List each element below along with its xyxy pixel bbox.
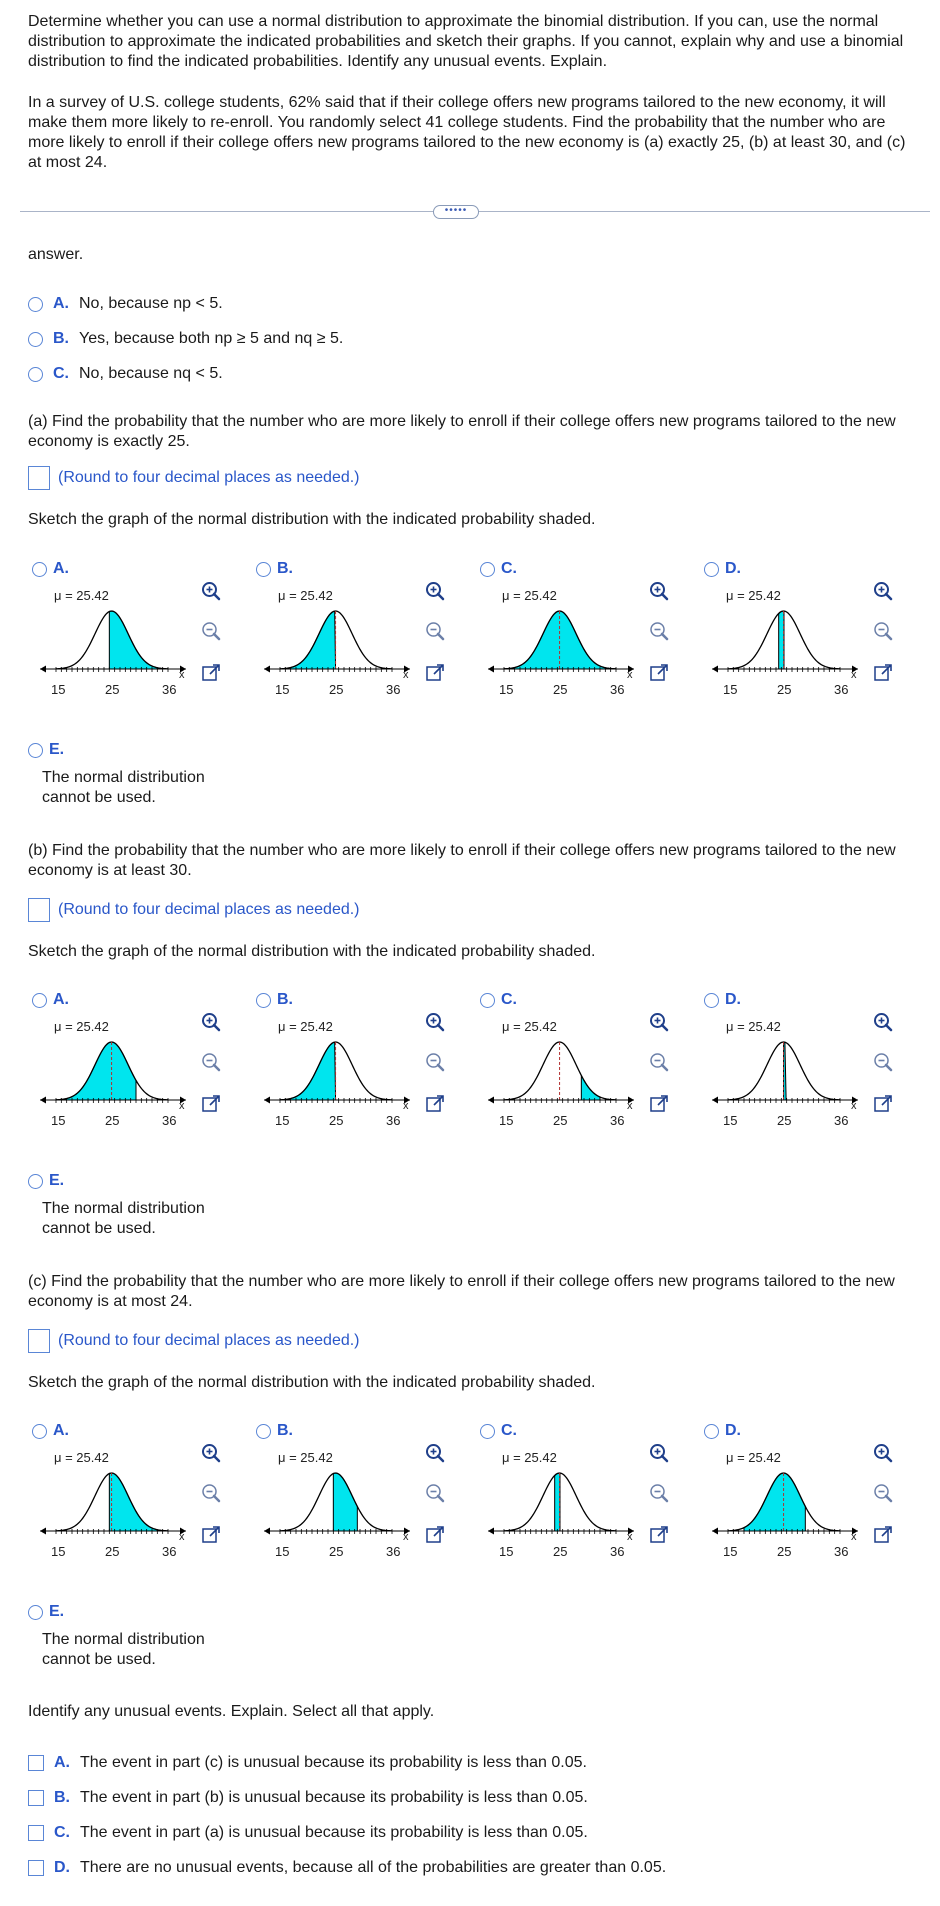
shaded-area <box>581 1075 600 1100</box>
zoom-in-icon[interactable] <box>648 1011 670 1033</box>
tick-label: 25 <box>553 682 568 697</box>
zoom-in-icon[interactable] <box>200 1011 222 1033</box>
mu-label: μ = 25.42 <box>726 1450 781 1465</box>
problem-statement: In a survey of U.S. college students, 62% said that if their college offers new programs tailored to the new economy, it will make them more likely to re-enroll. You randomly select 41 college students. Find the probability that the number who are more likely to enroll if their college offers new programs tailored to the new economy is (a) exactly 25, (b) at least 30, and (c) at most 24. <box>28 94 906 171</box>
normal-curve-graph <box>252 1029 422 1114</box>
mu-label: μ = 25.42 <box>502 1019 557 1034</box>
part-c-graph-option-c[interactable] <box>476 1422 701 1572</box>
tick-label: 25 <box>105 682 120 697</box>
normal-curve-graph <box>28 1029 198 1114</box>
tick-label: 15 <box>499 1544 514 1559</box>
tick-label: 25 <box>777 1544 792 1559</box>
tick-label: 36 <box>162 682 177 697</box>
part-b-answer-input[interactable] <box>28 898 50 922</box>
part-a-graph-option-c[interactable] <box>476 560 701 710</box>
radio-icon[interactable] <box>28 332 43 347</box>
zoom-out-icon[interactable] <box>648 620 670 642</box>
tick-label: 36 <box>834 1113 849 1128</box>
part-a-question: (a) Find the probability that the number who are more likely to enroll if their college offers new programs tailored to the new economy is exactly 25. <box>28 413 896 450</box>
radio-icon[interactable] <box>704 993 719 1008</box>
option-letter: B. <box>277 991 293 1008</box>
part-b-graph-option-d[interactable] <box>700 991 925 1141</box>
part-c-sketch-prompt: Sketch the graph of the normal distribution with the indicated probability shaded. <box>28 1374 596 1391</box>
normal-curve <box>280 611 392 669</box>
zoom-in-icon[interactable] <box>648 1442 670 1464</box>
checkbox-icon[interactable] <box>28 1825 44 1841</box>
normal-curve-graph <box>28 1460 198 1545</box>
shaded-area <box>109 1473 157 1531</box>
shaded-area <box>779 611 784 669</box>
part-a-answer-input[interactable] <box>28 466 50 490</box>
tick-label: 25 <box>777 682 792 697</box>
shaded-area <box>109 611 157 669</box>
tick-label: x <box>627 1531 633 1543</box>
answer-label: answer. <box>28 246 84 263</box>
normal-curve <box>504 1042 616 1100</box>
normal-choice-b[interactable]: B. Yes, because both np ≥ 5 and nq ≥ 5. <box>28 328 343 350</box>
normal-curve <box>280 1042 392 1100</box>
mu-label: μ = 25.42 <box>278 588 333 603</box>
tick-label: 15 <box>275 1113 290 1128</box>
zoom-in-icon[interactable] <box>872 580 894 602</box>
normal-curve-graph <box>476 1029 646 1114</box>
zoom-in-icon[interactable] <box>200 580 222 602</box>
shaded-area <box>56 1042 136 1100</box>
part-c-option-e[interactable]: E. The normal distribution cannot be used. <box>28 1602 248 1670</box>
zoom-in-icon[interactable] <box>424 580 446 602</box>
tick-label: 36 <box>162 1544 177 1559</box>
tick-label: x <box>179 669 185 681</box>
part-a-graph-option-a[interactable] <box>28 560 253 710</box>
zoom-out-icon[interactable] <box>872 620 894 642</box>
normal-curve-graph <box>252 1460 422 1545</box>
mu-label: μ = 25.42 <box>726 588 781 603</box>
more-button[interactable]: ••••• <box>433 205 479 219</box>
part-a-sketch-prompt: Sketch the graph of the normal distribution with the indicated probability shaded. <box>28 511 596 528</box>
radio-icon[interactable] <box>704 562 719 577</box>
tick-label: 36 <box>386 682 401 697</box>
tick-label: x <box>403 669 409 681</box>
popout-icon[interactable] <box>424 662 446 684</box>
tick-label: 15 <box>723 682 738 697</box>
unusual-option-d[interactable]: D. There are no unusual events, because all of the probabilities are greater than 0.05. <box>28 1857 666 1879</box>
popout-icon[interactable] <box>200 662 222 684</box>
tick-label: x <box>851 669 857 681</box>
checkbox-icon[interactable] <box>28 1755 44 1771</box>
option-letter: C. <box>501 1422 517 1439</box>
mu-label: μ = 25.42 <box>54 588 109 603</box>
axis-arrow-left-icon <box>40 666 46 673</box>
axis-arrow-left-icon <box>264 1528 270 1535</box>
zoom-in-icon[interactable] <box>872 1011 894 1033</box>
zoom-in-icon[interactable] <box>424 1442 446 1464</box>
tick-label: 25 <box>553 1113 568 1128</box>
normal-curve-graph <box>476 598 646 683</box>
tick-label: 25 <box>553 1544 568 1559</box>
radio-icon[interactable] <box>28 297 43 312</box>
part-c-answer-input[interactable] <box>28 1329 50 1353</box>
normal-choice-c[interactable]: C. No, because nq < 5. <box>28 363 223 385</box>
part-a-graph-option-d[interactable] <box>700 560 925 710</box>
normal-curve-graph <box>700 1460 870 1545</box>
axis-arrow-left-icon <box>264 666 270 673</box>
normal-curve-graph <box>700 598 870 683</box>
normal-curve-graph <box>476 1460 646 1545</box>
normal-choice-a[interactable]: A. No, because np < 5. <box>28 293 223 315</box>
tick-label: 25 <box>105 1544 120 1559</box>
axis-arrow-left-icon <box>712 1528 718 1535</box>
tick-label: 15 <box>499 682 514 697</box>
option-letter: A. <box>53 560 69 577</box>
axis-arrow-left-icon <box>488 1097 494 1104</box>
zoom-out-icon[interactable] <box>648 1482 670 1504</box>
radio-icon[interactable] <box>28 367 43 382</box>
radio-icon[interactable] <box>480 993 495 1008</box>
zoom-out-icon[interactable] <box>424 1482 446 1504</box>
option-letter: B. <box>277 560 293 577</box>
tick-label: 15 <box>51 1113 66 1128</box>
option-letter: C. <box>501 991 517 1008</box>
popout-icon[interactable] <box>200 1524 222 1546</box>
part-b-sketch-prompt: Sketch the graph of the normal distribution with the indicated probability shaded. <box>28 943 596 960</box>
radio-icon[interactable] <box>28 743 43 758</box>
unusual-prompt: Identify any unusual events. Explain. Select all that apply. <box>28 1703 435 1720</box>
part-a-option-e[interactable]: E. The normal distribution cannot be used. <box>28 740 248 808</box>
tick-label: x <box>179 1531 185 1543</box>
part-c-question: (c) Find the probability that the number who are more likely to enroll if their college offers new programs tailored to the new economy is at most 24. <box>28 1273 895 1310</box>
zoom-out-icon[interactable] <box>424 1051 446 1073</box>
radio-icon[interactable] <box>256 1424 271 1439</box>
tick-label: x <box>851 1100 857 1112</box>
tick-label: 25 <box>329 1544 344 1559</box>
popout-icon[interactable] <box>200 1093 222 1115</box>
tick-label: x <box>179 1100 185 1112</box>
radio-icon[interactable] <box>480 562 495 577</box>
popout-icon[interactable] <box>872 662 894 684</box>
instructions: Determine whether you can use a normal distribution to approximate the binomial distribution. If you can, use the normal distribution to approximate the indicated probabilities and sketch their graphs. If you cannot, explain why and use a binomial distribution to find the indicated probabilities. Identify any unusual events. Explain. <box>28 13 904 70</box>
axis-arrow-left-icon <box>488 1528 494 1535</box>
mu-label: μ = 25.42 <box>278 1450 333 1465</box>
popout-icon[interactable] <box>872 1093 894 1115</box>
zoom-out-icon[interactable] <box>200 1482 222 1504</box>
part-b-hint: (Round to four decimal places as needed.) <box>58 901 360 918</box>
tick-label: 15 <box>723 1113 738 1128</box>
mu-label: μ = 25.42 <box>502 588 557 603</box>
axis-arrow-left-icon <box>712 1097 718 1104</box>
tick-label: 15 <box>51 682 66 697</box>
unusual-option-a[interactable]: A. The event in part (c) is unusual because its probability is less than 0.05. <box>28 1752 587 1774</box>
zoom-in-icon[interactable] <box>648 580 670 602</box>
tick-label: 15 <box>275 682 290 697</box>
zoom-out-icon[interactable] <box>872 1482 894 1504</box>
shaded-area <box>555 1473 560 1531</box>
tick-label: 15 <box>499 1113 514 1128</box>
tick-label: 15 <box>275 1544 290 1559</box>
axis-arrow-left-icon <box>40 1097 46 1104</box>
mu-label: μ = 25.42 <box>278 1019 333 1034</box>
part-b-graph-option-c[interactable] <box>476 991 701 1141</box>
shaded-area <box>784 1042 787 1100</box>
part-b-question: (b) Find the probability that the number who are more likely to enroll if their college offers new programs tailored to the new economy is at least 30. <box>28 842 896 879</box>
part-c-graph-option-a[interactable] <box>28 1422 253 1572</box>
part-a-graph-option-b[interactable] <box>252 560 477 710</box>
radio-icon[interactable] <box>32 993 47 1008</box>
zoom-out-icon[interactable] <box>200 620 222 642</box>
tick-label: 36 <box>162 1113 177 1128</box>
normal-curve-graph <box>252 598 422 683</box>
option-letter: C. <box>501 560 517 577</box>
zoom-out-icon[interactable] <box>200 1051 222 1073</box>
zoom-in-icon[interactable] <box>200 1442 222 1464</box>
zoom-out-icon[interactable] <box>872 1051 894 1073</box>
tick-label: 36 <box>610 682 625 697</box>
unusual-option-b[interactable]: B. The event in part (b) is unusual because its probability is less than 0.05. <box>28 1787 588 1809</box>
part-b-graph-option-b[interactable] <box>252 991 477 1141</box>
tick-label: 15 <box>51 1544 66 1559</box>
tick-label: x <box>403 1100 409 1112</box>
radio-icon[interactable] <box>28 1605 43 1620</box>
part-c-graph-option-b[interactable] <box>252 1422 477 1572</box>
radio-icon[interactable] <box>704 1424 719 1439</box>
shaded-area <box>280 1042 336 1100</box>
radio-icon[interactable] <box>480 1424 495 1439</box>
part-c-graph-option-d[interactable] <box>700 1422 925 1572</box>
radio-icon[interactable] <box>256 993 271 1008</box>
axis-arrow-left-icon <box>488 666 494 673</box>
part-c-hint: (Round to four decimal places as needed.) <box>58 1332 360 1349</box>
option-letter: B. <box>277 1422 293 1439</box>
popout-icon[interactable] <box>648 1524 670 1546</box>
option-letter: D. <box>725 991 741 1008</box>
part-a-hint: (Round to four decimal places as needed.) <box>58 469 360 486</box>
tick-label: x <box>627 1100 633 1112</box>
checkbox-icon[interactable] <box>28 1790 44 1806</box>
popout-icon[interactable] <box>424 1524 446 1546</box>
radio-icon[interactable] <box>256 562 271 577</box>
option-letter: D. <box>725 560 741 577</box>
radio-icon[interactable] <box>32 1424 47 1439</box>
axis-arrow-left-icon <box>40 1528 46 1535</box>
zoom-in-icon[interactable] <box>424 1011 446 1033</box>
checkbox-icon[interactable] <box>28 1860 44 1876</box>
mu-label: μ = 25.42 <box>54 1019 109 1034</box>
option-letter: A. <box>53 991 69 1008</box>
popout-icon[interactable] <box>872 1524 894 1546</box>
tick-label: x <box>851 1531 857 1543</box>
radio-icon[interactable] <box>28 1174 43 1189</box>
shaded-area <box>504 611 616 669</box>
zoom-out-icon[interactable] <box>648 1051 670 1073</box>
radio-icon[interactable] <box>32 562 47 577</box>
axis-arrow-left-icon <box>264 1097 270 1104</box>
tick-label: 36 <box>834 1544 849 1559</box>
unusual-option-c[interactable]: C. The event in part (a) is unusual because its probability is less than 0.05. <box>28 1822 588 1844</box>
option-letter: A. <box>53 1422 69 1439</box>
tick-label: 36 <box>610 1544 625 1559</box>
tick-label: 25 <box>329 1113 344 1128</box>
part-b-option-e[interactable]: E. The normal distribution cannot be used. <box>28 1171 248 1239</box>
tick-label: 36 <box>834 682 849 697</box>
option-letter: D. <box>725 1422 741 1439</box>
tick-label: 25 <box>105 1113 120 1128</box>
tick-label: 15 <box>723 1544 738 1559</box>
mu-label: μ = 25.42 <box>54 1450 109 1465</box>
tick-label: 36 <box>386 1113 401 1128</box>
axis-arrow-left-icon <box>712 666 718 673</box>
tick-label: x <box>627 669 633 681</box>
popout-icon[interactable] <box>648 1093 670 1115</box>
tick-label: x <box>403 1531 409 1543</box>
zoom-in-icon[interactable] <box>872 1442 894 1464</box>
tick-label: 36 <box>610 1113 625 1128</box>
tick-label: 25 <box>329 682 344 697</box>
tick-label: 25 <box>777 1113 792 1128</box>
tick-label: 36 <box>386 1544 401 1559</box>
normal-curve-graph <box>28 598 198 683</box>
zoom-out-icon[interactable] <box>424 620 446 642</box>
shaded-area <box>291 611 336 669</box>
mu-label: μ = 25.42 <box>502 1450 557 1465</box>
part-b-graph-option-a[interactable] <box>28 991 253 1141</box>
popout-icon[interactable] <box>424 1093 446 1115</box>
mu-label: μ = 25.42 <box>726 1019 781 1034</box>
popout-icon[interactable] <box>648 662 670 684</box>
normal-curve-graph <box>700 1029 870 1114</box>
